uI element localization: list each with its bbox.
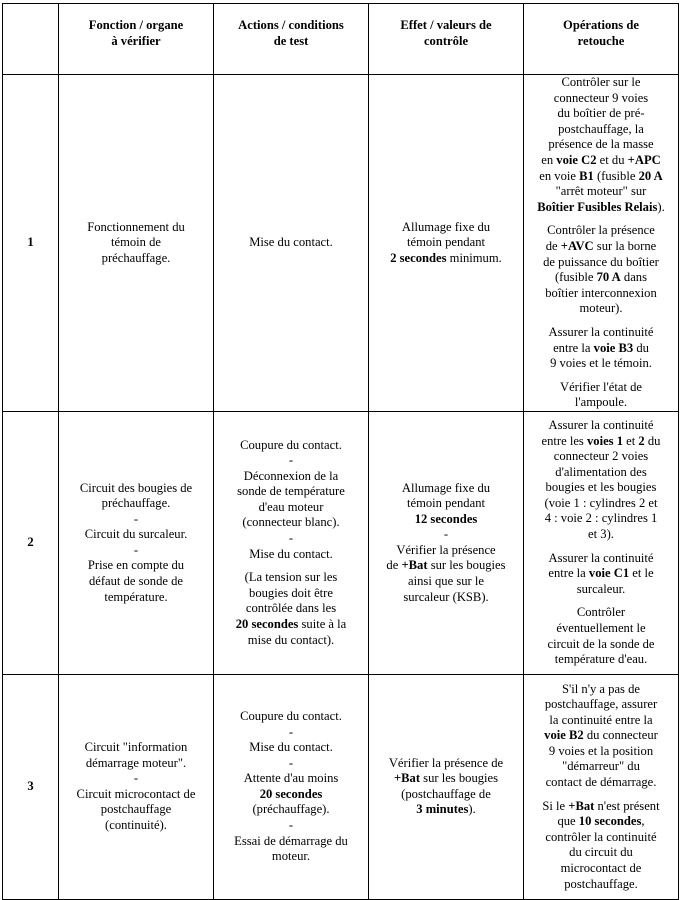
- cell-text-line: défaut de sonde de: [88, 574, 184, 589]
- cell-text-line: l'ampoule.: [574, 395, 628, 410]
- cell-text-line: (fusible 70 A dans: [554, 270, 647, 285]
- cell-text-line: démarrage moteur".: [85, 755, 187, 770]
- cell-text-line: Mise du contact.: [249, 235, 333, 250]
- cell-text-line: Coupure du contact.: [240, 437, 342, 452]
- cell-text-line: surcaleur (KSB).: [403, 589, 489, 604]
- cell-text-line: (postchauffage de: [401, 786, 491, 801]
- cell-text-line: +Bat sur les bougies: [393, 771, 499, 786]
- diagnostic-table: [2, 3, 679, 900]
- cell-text-line: (préchauffage).: [252, 802, 330, 817]
- cell-fonction: [59, 674, 214, 899]
- header-fonction: Fonction / organe à vérifier: [59, 4, 214, 75]
- separator-dash: -: [288, 755, 294, 770]
- cell-text-line: Circuit microcontact de: [76, 786, 196, 801]
- cell-text-line: en voie B1 (fusible 20 A: [539, 168, 663, 183]
- cell-text-line: Vérifier la présence: [396, 542, 496, 557]
- cell-text-line: Vérifier l'état de: [560, 379, 642, 394]
- cell-text-line: la continuité entre la: [549, 712, 653, 727]
- cell-text-line: 20 secondes suite à la: [235, 617, 347, 632]
- cell-text-line: témoin pendant: [407, 496, 485, 511]
- cell-text-line: surcaleur.: [576, 581, 626, 596]
- cell-text-line: Allumage fixe du: [401, 219, 491, 234]
- cell-text-line: d'alimentation des: [555, 464, 647, 479]
- cell-text-line: sonde de température: [237, 484, 345, 499]
- cell-text-line: (connecteur blanc).: [242, 515, 340, 530]
- cell-text-line: 4 : voie 2 : cylindres 1: [544, 511, 658, 526]
- cell-text-line: mise du contact).: [247, 632, 335, 647]
- cell-text-line: Essai de démarrage du: [234, 833, 348, 848]
- cell-text-line: circuit de la sonde de: [547, 636, 655, 651]
- row-number: 2: [3, 411, 59, 674]
- cell-text-line: température d'eau.: [554, 652, 648, 667]
- cell-text-line: 20 secondes: [259, 786, 323, 801]
- cell-text-line: Attente d'au moins: [243, 771, 339, 786]
- cell-text-line: 3 minutes).: [416, 802, 476, 817]
- separator-dash: -: [443, 527, 449, 542]
- cell-text-line: témoin de: [110, 235, 161, 250]
- header-effet: Effet / valeurs de contrôle: [369, 4, 524, 75]
- cell-fonction: [59, 75, 214, 412]
- cell-text-line: Assurer la continuité: [548, 324, 654, 339]
- cell-text-line: connecteur 9 voies: [553, 90, 649, 105]
- row-number: 1: [3, 75, 59, 412]
- cell-text-line: 9 voies et la position: [548, 743, 654, 758]
- cell-text-line: Mise du contact.: [249, 546, 333, 561]
- cell-text-line: postchauffage: [100, 802, 172, 817]
- cell-text-line: S'il n'y a pas de: [562, 681, 640, 696]
- cell-text-line: (voie 1 : cylindres 2 et: [544, 495, 658, 510]
- cell-text-line: Prise en compte du: [87, 558, 185, 573]
- cell-text-line: bougies doit être: [249, 585, 333, 600]
- separator-dash: -: [133, 771, 139, 786]
- cell-text-line: et 3).: [588, 527, 614, 542]
- cell-text-line: température.: [104, 589, 168, 604]
- row-number: 3: [3, 674, 59, 899]
- cell-text-line: préchauffage.: [101, 496, 171, 511]
- cell-text-line: contact de démarrage.: [545, 775, 657, 790]
- cell-text-line: Circuit des bougies de: [79, 480, 193, 495]
- header-actions: Actions / conditions de test: [214, 4, 369, 75]
- cell-text-line: Allumage fixe du: [401, 480, 491, 495]
- table-row: [3, 411, 679, 674]
- table-row: [3, 75, 679, 412]
- cell-text-line: ainsi que sur le: [408, 574, 484, 589]
- cell-text-line: connecteur 2 voies: [553, 449, 649, 464]
- separator-dash: -: [133, 511, 139, 526]
- cell-text-line: voie B2 du connecteur: [544, 728, 658, 743]
- separator-dash: -: [133, 542, 139, 557]
- cell-text-line: Contrôler: [576, 605, 626, 620]
- cell-text-line: contrôlée dans les: [245, 601, 337, 616]
- cell-fonction: [59, 411, 214, 674]
- cell-actions: [214, 75, 369, 412]
- cell-text-line: boîtier interconnexion: [545, 285, 657, 300]
- cell-effet: [369, 674, 524, 899]
- cell-text-line: témoin pendant: [407, 235, 485, 250]
- cell-text-line: éventuellement le: [556, 621, 646, 636]
- cell-text-line: moteur.: [271, 849, 311, 864]
- table-row: [3, 674, 679, 899]
- separator-dash: -: [288, 724, 294, 739]
- cell-text-line: (La tension sur les: [244, 570, 338, 585]
- cell-text-line: bougies et les bougies: [545, 480, 657, 495]
- cell-text-line: Circuit "information: [84, 740, 188, 755]
- separator-dash: -: [288, 531, 294, 546]
- cell-text-line: Si le +Bat n'est présent: [542, 798, 660, 813]
- header-retouche: Opérations de retouche: [524, 4, 679, 75]
- cell-effet: [369, 411, 524, 674]
- cell-retouche: [524, 411, 679, 674]
- cell-text-line: Mise du contact.: [249, 740, 333, 755]
- cell-text-line: d'eau moteur: [258, 499, 324, 514]
- cell-text-line: postchauffage, assurer: [544, 697, 658, 712]
- cell-text-line: préchauffage.: [101, 250, 171, 265]
- cell-text-line: postchauffage.: [564, 876, 638, 891]
- cell-text-line: entre les voies 1 et 2 du: [541, 433, 661, 448]
- cell-text-line: entre la voie C1 et le: [548, 566, 654, 581]
- cell-text-line: du boîtier de pré-: [557, 106, 645, 121]
- cell-actions: [214, 674, 369, 899]
- header-row: [3, 4, 679, 75]
- cell-text-line: de +AVC sur la borne: [545, 238, 657, 253]
- cell-text-line: que 10 secondes,: [557, 814, 645, 829]
- cell-text-line: de +Bat sur les bougies: [386, 558, 506, 573]
- cell-text-line: moteur).: [579, 301, 623, 316]
- cell-text-line: microcontact de: [560, 861, 642, 876]
- cell-text-line: Fonctionnement du: [87, 219, 185, 234]
- cell-text-line: Assurer la continuité: [548, 417, 654, 432]
- cell-text-line: 12 secondes: [414, 511, 478, 526]
- separator-dash: -: [288, 818, 294, 833]
- cell-text-line: Coupure du contact.: [240, 708, 342, 723]
- cell-text-line: Assurer la continuité: [548, 550, 654, 565]
- cell-text-line: (continuité).: [105, 818, 167, 833]
- cell-text-line: en voie C2 et du +APC: [541, 152, 661, 167]
- cell-text-line: Contrôler sur le: [561, 75, 641, 89]
- cell-text-line: 9 voies et le témoin.: [550, 356, 652, 371]
- cell-text-line: 2 secondes minimum.: [390, 250, 502, 265]
- cell-text-line: présence de la masse: [548, 137, 654, 152]
- cell-text-line: postchauffage, la: [558, 121, 644, 136]
- cell-text-line: Circuit du surcaleur.: [84, 527, 188, 542]
- header-num: [3, 4, 59, 75]
- cell-text-line: Contrôler la présence: [547, 223, 655, 238]
- cell-actions: [214, 411, 369, 674]
- cell-text-line: entre la voie B3 du: [553, 340, 649, 355]
- cell-text-line: Vérifier la présence de: [388, 755, 504, 770]
- cell-text-line: Boîtier Fusibles Relais).: [537, 199, 665, 214]
- cell-text-line: "arrêt moteur" sur: [555, 184, 647, 199]
- cell-retouche: [524, 75, 679, 412]
- cell-text-line: du circuit du: [569, 845, 633, 860]
- cell-text-line: Déconnexion de la: [243, 468, 339, 483]
- cell-text-line: de puissance du boîtier: [543, 254, 659, 269]
- cell-text-line: contrôler la continuité: [545, 829, 657, 844]
- cell-text-line: "démarreur" du: [562, 759, 640, 774]
- cell-effet: [369, 75, 524, 412]
- cell-retouche: [524, 674, 679, 899]
- separator-dash: -: [288, 453, 294, 468]
